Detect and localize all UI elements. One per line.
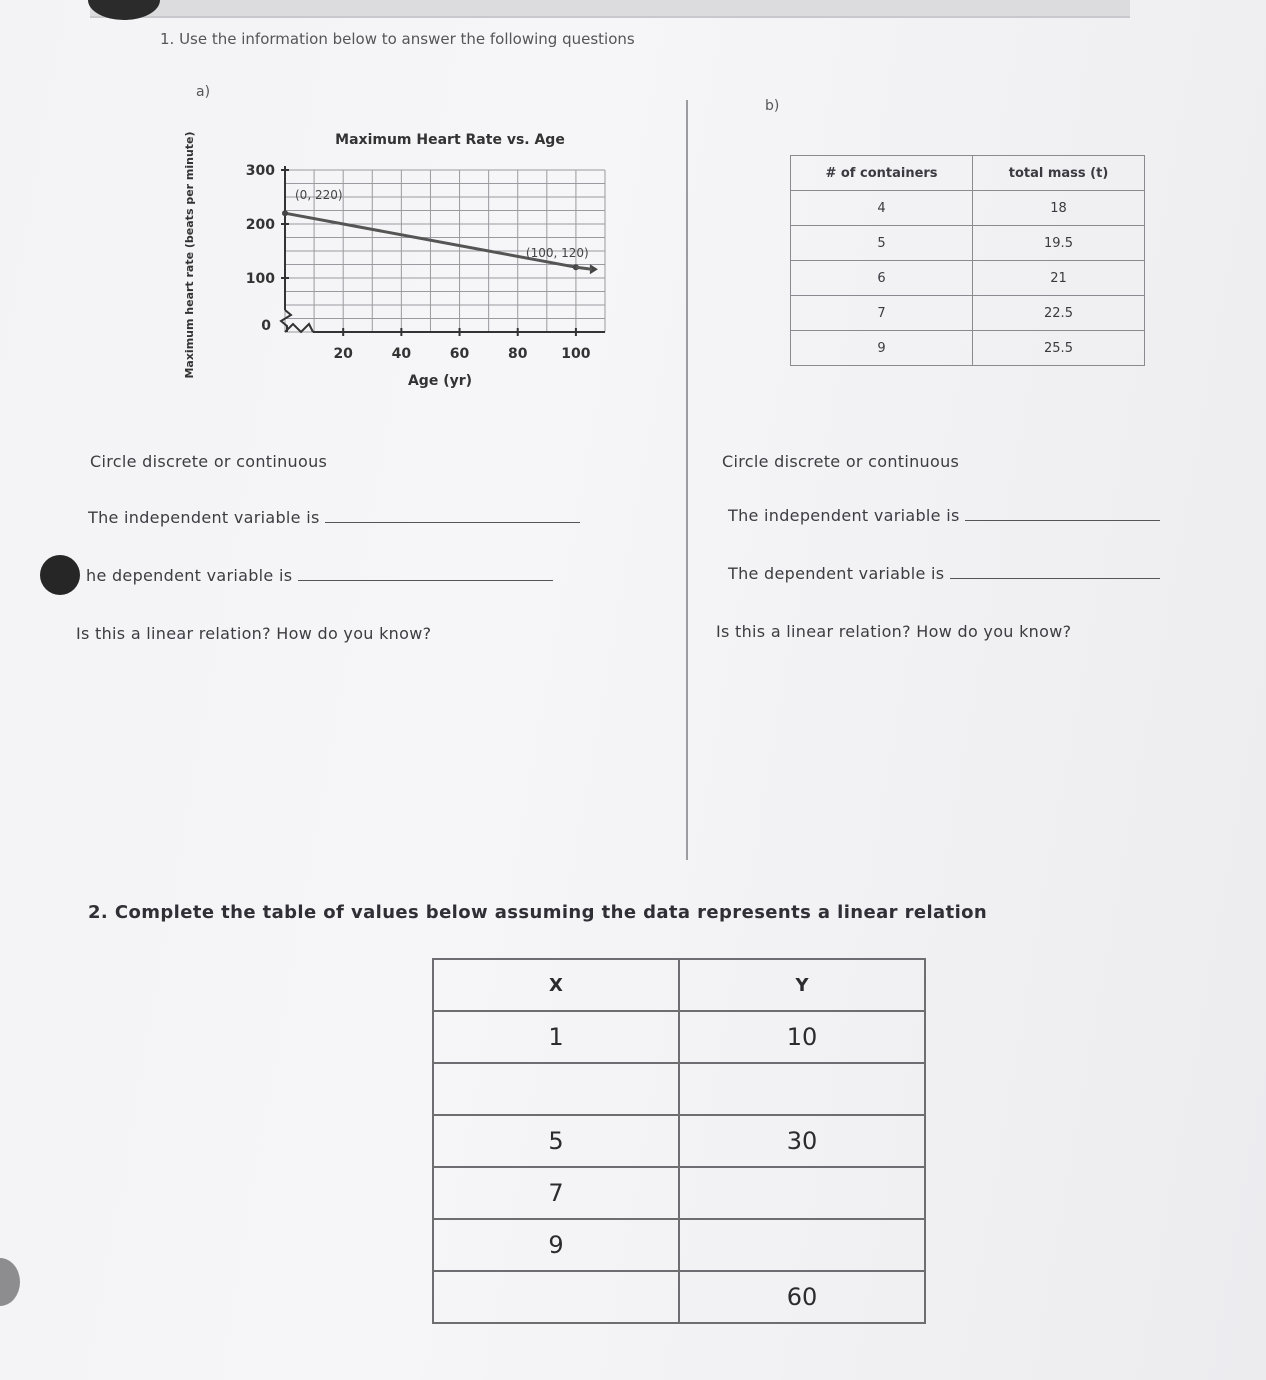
blank-cell[interactable] — [679, 1167, 925, 1219]
right-dependent-prompt — [728, 564, 1160, 583]
table-cell: 9 — [791, 331, 973, 366]
question-2-text: 2. Complete the table of values below assuming the data represents a linear relation — [88, 902, 988, 923]
blank-cell[interactable] — [679, 1063, 925, 1115]
y-tick-labels — [246, 163, 289, 334]
table-cell: 7 — [791, 296, 973, 331]
left-dependent-label: he dependent variable is — [86, 566, 293, 585]
right-independent-blank[interactable] — [965, 520, 1160, 521]
table-cell: 19.5 — [973, 226, 1145, 261]
blank-cell[interactable] — [433, 1271, 679, 1323]
x-axis-label: Age (yr) — [407, 373, 473, 389]
x-tick-label: 20 — [333, 346, 353, 362]
table-cell: 1 — [433, 1011, 679, 1063]
x-tick-labels — [333, 328, 590, 362]
x-tick-label: 100 — [561, 346, 591, 362]
page-top-edge — [90, 0, 1130, 18]
data-point — [282, 210, 288, 216]
y-tick-label: 100 — [245, 271, 275, 287]
table-cell: 30 — [679, 1115, 925, 1167]
annotation-label: (0, 220) — [295, 188, 343, 203]
left-dependent-blank[interactable] — [298, 580, 553, 581]
x-tick-label: 80 — [507, 346, 528, 362]
annotation-label: (100, 120) — [525, 246, 589, 261]
right-linear-prompt: Is this a linear relation? How do you know? — [716, 622, 1072, 641]
left-independent-blank[interactable] — [325, 522, 580, 523]
table-cell: 10 — [679, 1011, 925, 1063]
table-row — [433, 1115, 925, 1167]
table-row — [433, 1063, 925, 1115]
table-row — [791, 296, 1145, 331]
table-cell: 6 — [791, 261, 973, 296]
x-axis-break — [285, 324, 313, 332]
header-total-mass: total mass (t) — [973, 156, 1145, 191]
table-cell: 5 — [433, 1115, 679, 1167]
table-row — [791, 331, 1145, 366]
header-x: X — [433, 959, 679, 1011]
part-b-label: b) — [765, 98, 780, 114]
y-tick-label: 0 — [261, 318, 271, 334]
right-independent-prompt — [728, 506, 1160, 525]
left-independent-label: The independent variable is — [88, 508, 320, 527]
right-independent-label: The independent variable is — [728, 506, 960, 525]
header-y: Y — [679, 959, 925, 1011]
containers-mass-table — [790, 155, 1145, 366]
table-row — [791, 226, 1145, 261]
table-header-row — [791, 156, 1145, 191]
y-axis-label: Maximum heart rate (beats per minute) — [183, 131, 196, 379]
table-cell: 22.5 — [973, 296, 1145, 331]
table-row — [433, 1167, 925, 1219]
blank-cell[interactable] — [433, 1063, 679, 1115]
x-tick-label: 40 — [391, 346, 412, 362]
table-cell: 25.5 — [973, 331, 1145, 366]
question-1-text: 1. Use the information below to answer the following questions — [160, 30, 635, 48]
y-tick-label: 200 — [245, 217, 275, 233]
table-cell: 7 — [433, 1167, 679, 1219]
table-row — [433, 1219, 925, 1271]
blank-cell[interactable] — [679, 1219, 925, 1271]
table-row — [791, 191, 1145, 226]
table-cell: 21 — [973, 261, 1145, 296]
table-header-row — [433, 959, 925, 1011]
table-cell: 9 — [433, 1219, 679, 1271]
table-cell: 18 — [973, 191, 1145, 226]
right-circle-prompt: Circle discrete or continuous — [722, 452, 960, 471]
binder-hole-middle — [40, 555, 80, 595]
left-dependent-prompt — [86, 566, 553, 585]
series-extension — [576, 267, 592, 269]
left-linear-prompt: Is this a linear relation? How do you know? — [76, 624, 432, 643]
table-row — [791, 261, 1145, 296]
heart-rate-chart — [165, 120, 665, 400]
right-dependent-label: The dependent variable is — [728, 564, 945, 583]
table-of-values — [432, 958, 926, 1324]
header-containers: # of containers — [791, 156, 973, 191]
table-cell: 5 — [791, 226, 973, 261]
table-cell: 4 — [791, 191, 973, 226]
table-row — [433, 1271, 925, 1323]
x-tick-label: 60 — [449, 346, 470, 362]
left-independent-prompt — [88, 508, 580, 527]
part-a-label: a) — [196, 84, 211, 100]
column-divider — [686, 100, 688, 860]
binder-hole-bottom — [0, 1258, 20, 1306]
chart-title: Maximum Heart Rate vs. Age — [335, 132, 565, 148]
table-cell: 60 — [679, 1271, 925, 1323]
left-circle-prompt: Circle discrete or continuous — [90, 452, 328, 471]
table-row — [433, 1011, 925, 1063]
y-tick-label: 300 — [245, 163, 275, 179]
right-dependent-blank[interactable] — [950, 578, 1160, 579]
